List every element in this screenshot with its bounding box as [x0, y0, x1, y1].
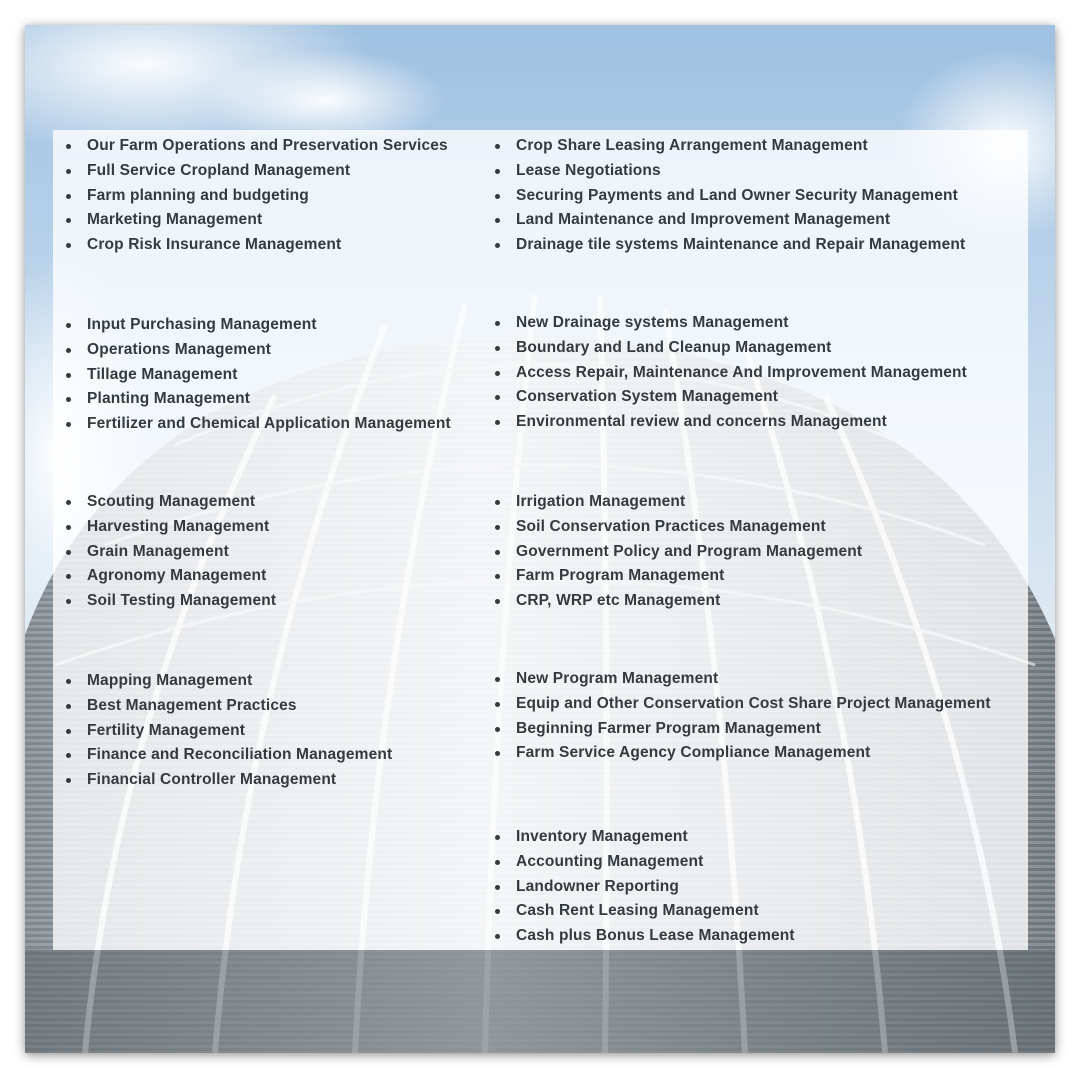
- left-group-4: [63, 669, 392, 793]
- list-item: Access Repair, Maintenance And Improvement Management: [492, 361, 967, 386]
- list-item: Fertility Management: [63, 719, 392, 744]
- list-item: Crop Risk Insurance Management: [63, 233, 448, 258]
- list-item: Operations Management: [63, 338, 451, 363]
- list-item: Irrigation Management: [492, 490, 862, 515]
- list-item: Agronomy Management: [63, 564, 276, 589]
- list-item: Finance and Reconciliation Management: [63, 743, 392, 768]
- list-item: Planting Management: [63, 387, 451, 412]
- right-group-1: [492, 134, 965, 258]
- right-group-4: [492, 667, 991, 766]
- left-group-2: [63, 313, 451, 437]
- services-card: [25, 25, 1055, 1053]
- right-group-2: [492, 311, 967, 435]
- list-item: Landowner Reporting: [492, 875, 795, 900]
- list-item: Conservation System Management: [492, 385, 967, 410]
- list-item: Lease Negotiations: [492, 159, 965, 184]
- list-item: Mapping Management: [63, 669, 392, 694]
- list-item: CRP, WRP etc Management: [492, 589, 862, 614]
- list-item: Drainage tile systems Maintenance and Repair Management: [492, 233, 965, 258]
- list-item: Grain Management: [63, 540, 276, 565]
- list-item: Environmental review and concerns Management: [492, 410, 967, 435]
- left-group-1: [63, 134, 448, 258]
- list-item: Crop Share Leasing Arrangement Management: [492, 134, 965, 159]
- list-item: Farm planning and budgeting: [63, 184, 448, 209]
- list-item: Input Purchasing Management: [63, 313, 451, 338]
- list-item: Equip and Other Conservation Cost Share Project Management: [492, 692, 991, 717]
- right-group-5: [492, 825, 795, 949]
- list-item: Full Service Cropland Management: [63, 159, 448, 184]
- list-item: Farm Program Management: [492, 564, 862, 589]
- right-group-3: [492, 490, 862, 614]
- list-item: Land Maintenance and Improvement Management: [492, 208, 965, 233]
- list-item: Tillage Management: [63, 363, 451, 388]
- list-item: Securing Payments and Land Owner Security Management: [492, 184, 965, 209]
- list-item: Scouting Management: [63, 490, 276, 515]
- list-item: Our Farm Operations and Preservation Services: [63, 134, 448, 159]
- list-item: Cash plus Bonus Lease Management: [492, 924, 795, 949]
- list-item: Cash Rent Leasing Management: [492, 899, 795, 924]
- list-item: New Drainage systems Management: [492, 311, 967, 336]
- list-item: Accounting Management: [492, 850, 795, 875]
- list-item: Beginning Farmer Program Management: [492, 717, 991, 742]
- list-item: Farm Service Agency Compliance Management: [492, 741, 991, 766]
- list-item: Government Policy and Program Management: [492, 540, 862, 565]
- list-item: Fertilizer and Chemical Application Management: [63, 412, 451, 437]
- services-panel: [53, 130, 1028, 950]
- list-item: New Program Management: [492, 667, 991, 692]
- list-item: Best Management Practices: [63, 694, 392, 719]
- left-group-3: [63, 490, 276, 614]
- silo-lower-band: [25, 950, 1055, 1053]
- list-item: Harvesting Management: [63, 515, 276, 540]
- list-item: Financial Controller Management: [63, 768, 392, 793]
- list-item: Inventory Management: [492, 825, 795, 850]
- list-item: Soil Conservation Practices Management: [492, 515, 862, 540]
- list-item: Marketing Management: [63, 208, 448, 233]
- list-item: Boundary and Land Cleanup Management: [492, 336, 967, 361]
- list-item: Soil Testing Management: [63, 589, 276, 614]
